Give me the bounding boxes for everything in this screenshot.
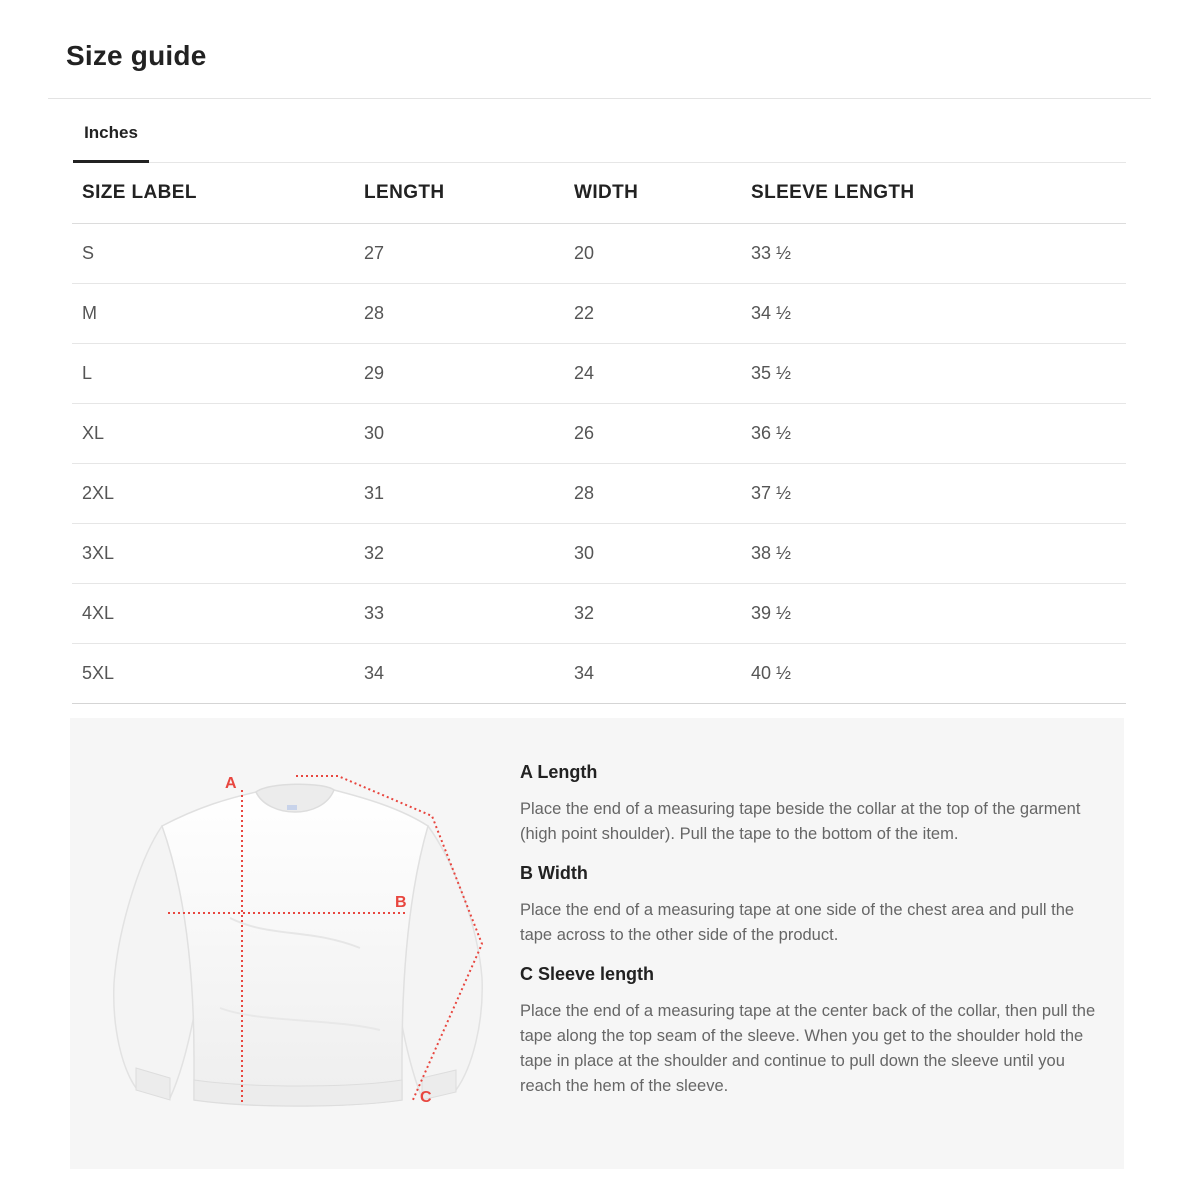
unit-tabs [73, 116, 1126, 163]
instruction-title: B Width [520, 863, 588, 883]
table-row [72, 403, 1126, 463]
cell-sleeve: 38 ½ [741, 523, 1126, 583]
cell-width: 32 [564, 583, 741, 643]
cell-sleeve: 33 ½ [741, 223, 1126, 283]
cell-width: 28 [564, 463, 741, 523]
size-table [72, 163, 1126, 704]
cell-width: 34 [564, 643, 741, 703]
cell-length: 28 [354, 283, 564, 343]
sweatshirt-measurement-diagram [110, 768, 500, 1118]
header-length: LENGTH [354, 163, 564, 223]
cell-length: 29 [354, 343, 564, 403]
cell-width: 26 [564, 403, 741, 463]
cell-width: 30 [564, 523, 741, 583]
header-size-label: SIZE LABEL [72, 163, 354, 223]
cell-length: 30 [354, 403, 564, 463]
cell-size: M [72, 283, 354, 343]
cell-sleeve: 37 ½ [741, 463, 1126, 523]
cell-width: 24 [564, 343, 741, 403]
sweatshirt-shape [114, 784, 482, 1106]
cell-size: 4XL [72, 583, 354, 643]
page-title: Size guide [66, 40, 207, 71]
table-header-row [72, 163, 1126, 223]
measurement-guide-panel [70, 718, 1124, 1169]
cell-sleeve: 34 ½ [741, 283, 1126, 343]
cell-size: 5XL [72, 643, 354, 703]
instruction-text: Place the end of a measuring tape at one side of the chest area and pull the tape across to the other side of the product. [520, 901, 1075, 944]
cell-width: 22 [564, 283, 741, 343]
cell-width: 20 [564, 223, 741, 283]
instruction-text: Place the end of a measuring tape beside the collar at the top of the garment (high point shoulder). Pull the tape to the bottom of the item. [520, 800, 1081, 843]
table-row [72, 343, 1126, 403]
cell-sleeve: 35 ½ [741, 343, 1126, 403]
instruction-title: A Length [520, 762, 598, 782]
table-row [72, 283, 1126, 343]
label-b: B [395, 894, 407, 911]
instruction-title: C Sleeve length [520, 964, 655, 984]
cell-size: 2XL [72, 463, 354, 523]
tab-inches[interactable]: Inches [73, 116, 149, 163]
measurement-instructions [520, 762, 1110, 1115]
cell-size: 3XL [72, 523, 354, 583]
label-c: C [420, 1089, 432, 1106]
header-width: WIDTH [564, 163, 741, 223]
cell-length: 33 [354, 583, 564, 643]
table-row [72, 523, 1126, 583]
cell-sleeve: 39 ½ [741, 583, 1126, 643]
cell-size: XL [72, 403, 354, 463]
instruction-text: Place the end of a measuring tape at the center back of the collar, then pull the tape along the top seam of the sleeve. When you get to the shoulder hold the tape in place at the shoulder and continue to pull down the sleeve until you reach the hem of the sleeve. [520, 1002, 1096, 1095]
cell-size: L [72, 343, 354, 403]
table-row [72, 583, 1126, 643]
cell-length: 34 [354, 643, 564, 703]
table-row [72, 463, 1126, 523]
cell-size: S [72, 223, 354, 283]
label-a: A [225, 775, 237, 792]
table-row [72, 223, 1126, 283]
cell-length: 27 [354, 223, 564, 283]
instruction-sleeve-length [520, 964, 1110, 1099]
instruction-length [520, 762, 1110, 847]
instruction-width [520, 863, 1110, 948]
cell-length: 31 [354, 463, 564, 523]
cell-sleeve: 40 ½ [741, 643, 1126, 703]
title-divider [48, 98, 1151, 99]
header-sleeve-length: SLEEVE LENGTH [741, 163, 1126, 223]
cell-length: 32 [354, 523, 564, 583]
cell-sleeve: 36 ½ [741, 403, 1126, 463]
table-row [72, 643, 1126, 703]
